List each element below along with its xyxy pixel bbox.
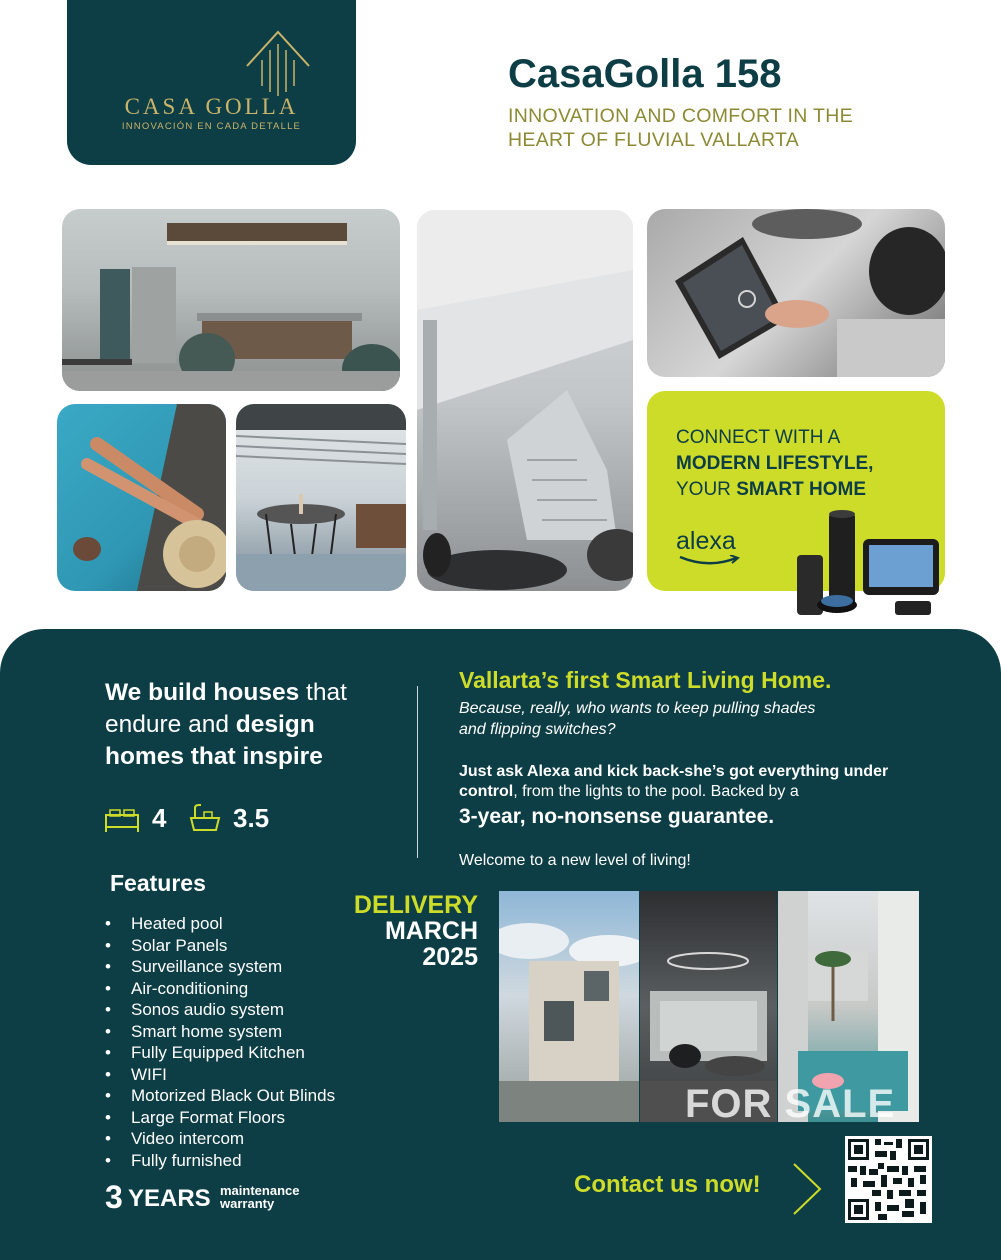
pool-illustration bbox=[57, 404, 226, 591]
smart-line bbox=[676, 477, 873, 503]
warranty-years: YEARS bbox=[128, 1185, 211, 1212]
pitch-bold: control bbox=[459, 783, 514, 800]
smart-line-bold: SMART HOME bbox=[736, 479, 867, 500]
terrace-illustration bbox=[236, 404, 406, 591]
tagline-text: endure and bbox=[105, 711, 236, 738]
for-sale-photos bbox=[499, 891, 919, 1126]
contact-button[interactable]: Contact us now! bbox=[574, 1171, 761, 1198]
staircase-illustration bbox=[417, 210, 633, 591]
bedroom-count: 4 bbox=[152, 803, 167, 833]
feature-item: • Solar Panels bbox=[105, 935, 335, 957]
smart-home-card bbox=[647, 391, 945, 591]
italic-text: and flipping switches? bbox=[459, 721, 616, 738]
pool-photo bbox=[57, 404, 226, 591]
delivery-year: 2025 bbox=[422, 943, 478, 971]
alexa-pitch: Just ask Alexa and kick back-she’s got everything under bbox=[459, 763, 889, 780]
smart-home-text bbox=[676, 425, 873, 503]
welcome-text: Welcome to a new level of living! bbox=[459, 852, 691, 869]
kitchen-photo bbox=[62, 209, 400, 391]
feature-item: • Sonos audio system bbox=[105, 999, 335, 1021]
tagline-line bbox=[105, 679, 347, 707]
bathroom-count: 3.5 bbox=[233, 803, 270, 833]
subtitle-line: INNOVATION AND COMFORT IN THE bbox=[508, 105, 853, 127]
bathtub-icon bbox=[189, 804, 221, 834]
feature-item: • Large Format Floors bbox=[105, 1107, 335, 1129]
delivery-month: MARCH bbox=[384, 917, 478, 945]
chevron-right-icon[interactable] bbox=[790, 1162, 824, 1216]
feature-item: • Smart home system bbox=[105, 1021, 335, 1043]
qr-code-icon bbox=[848, 1139, 929, 1220]
logo-panel bbox=[67, 0, 356, 165]
echo-devices-icon bbox=[793, 509, 945, 621]
smart-living-headline: Vallarta’s first Smart Living Home. bbox=[459, 667, 832, 693]
subtitle-line: HEART OF FLUVIAL VALLARTA bbox=[508, 129, 800, 151]
smart-line-prefix: YOUR bbox=[676, 479, 737, 500]
staircase-photo bbox=[417, 210, 633, 591]
pitch-text: , from the lights to the pool. Backed by a bbox=[513, 783, 799, 800]
bed-icon bbox=[104, 807, 140, 833]
logo-name: CASA GOLLA bbox=[124, 94, 299, 119]
page-title: CasaGolla 158 bbox=[508, 52, 782, 96]
vertical-divider bbox=[417, 686, 418, 858]
smart-line-bold: MODERN LIFESTYLE, bbox=[676, 453, 874, 474]
feature-item: • Fully Equipped Kitchen bbox=[105, 1042, 335, 1064]
house-logo-icon bbox=[243, 28, 313, 98]
facade-photo bbox=[499, 891, 639, 1122]
features-title: Features bbox=[110, 870, 206, 896]
terrace-photo bbox=[236, 404, 406, 591]
for-sale-label: FOR SALE bbox=[685, 1082, 896, 1126]
qr-code[interactable] bbox=[845, 1136, 932, 1223]
guarantee-text: 3-year, no-nonsense guarantee. bbox=[459, 805, 775, 828]
tagline-bold: design bbox=[235, 711, 315, 738]
delivery-label: DELIVERY bbox=[353, 891, 478, 919]
feature-item: • WIFI bbox=[105, 1064, 335, 1086]
italic-text: Because, really, who wants to keep pulling shades bbox=[459, 700, 816, 717]
kitchen-illustration bbox=[62, 209, 400, 391]
warranty-line: warranty bbox=[220, 1196, 275, 1211]
alexa-smile-icon bbox=[678, 555, 740, 567]
feature-item: • Heated pool bbox=[105, 913, 335, 935]
tagline-bold: We build houses bbox=[105, 679, 300, 706]
alexa-logo: alexa bbox=[676, 527, 736, 555]
facade-illustration bbox=[499, 891, 639, 1122]
tablet-photo bbox=[647, 209, 945, 377]
page-subtitle bbox=[508, 104, 928, 152]
smart-line: CONNECT WITH A bbox=[676, 427, 841, 448]
tablet-illustration bbox=[647, 209, 945, 377]
tagline-bold: homes that inspire bbox=[105, 743, 323, 770]
feature-item: • Fully furnished bbox=[105, 1150, 335, 1172]
warranty-number: 3 bbox=[105, 1179, 123, 1215]
warranty-line: maintenance bbox=[220, 1183, 300, 1198]
feature-item: • Video intercom bbox=[105, 1128, 335, 1150]
logo-tagline: INNOVACIÓN EN CADA DETALLE bbox=[121, 121, 302, 132]
tagline-line bbox=[105, 711, 315, 739]
tagline-text: that bbox=[299, 679, 347, 706]
features-list bbox=[105, 913, 335, 1171]
feature-item: • Motorized Black Out Blinds bbox=[105, 1085, 335, 1107]
feature-item: • Air-conditioning bbox=[105, 978, 335, 1000]
feature-item: • Surveillance system bbox=[105, 956, 335, 978]
tagline-line bbox=[105, 743, 323, 771]
alexa-pitch-line bbox=[459, 783, 799, 801]
